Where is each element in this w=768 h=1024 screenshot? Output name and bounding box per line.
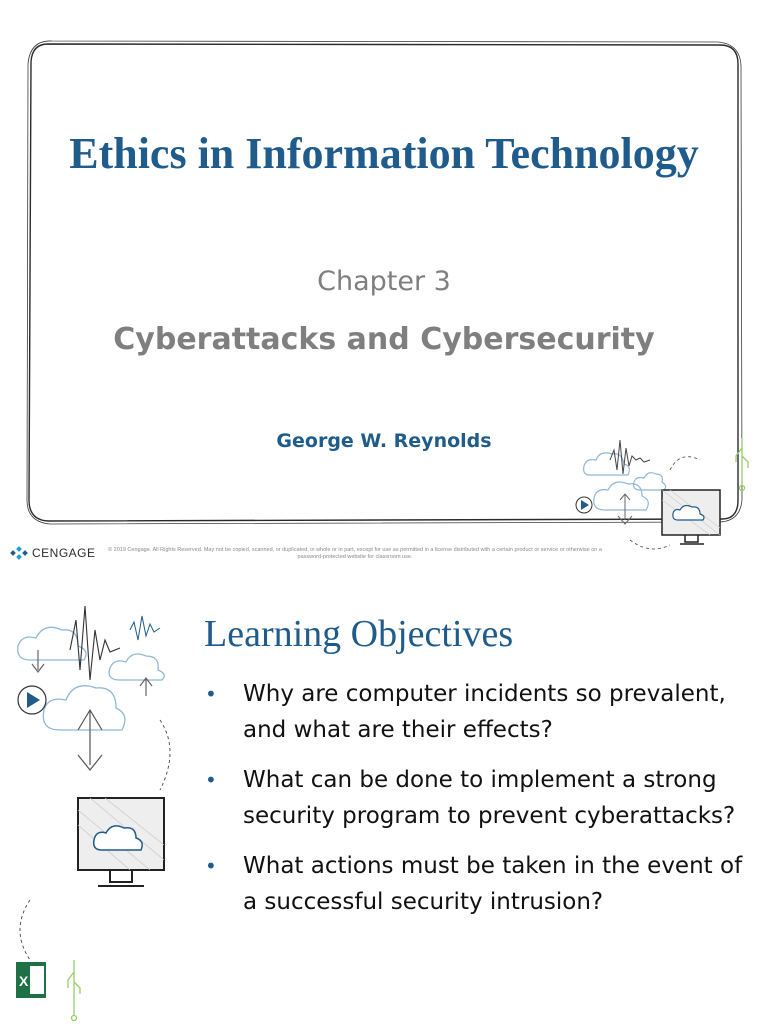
monitor-icon [78, 798, 164, 886]
cengage-brand [10, 546, 96, 560]
bullet-icon: • [205, 854, 217, 878]
copyright-notice: © 2019 Cengage. All Rights Reserved. May not be copied, scanned, or duplicated, in whole or in part, except for use as permitted in a license distributed with a certain product or service or otherwise on a password-protected website for classroom use. [108, 547, 602, 560]
play-icon [576, 497, 592, 513]
excel-icon [16, 962, 46, 998]
bullet-icon: • [205, 682, 217, 706]
cengage-logo-icon [10, 546, 28, 560]
learning-objectives-slide [0, 576, 768, 1024]
slide-subtitle: Cyberattacks and Cybersecurity [113, 322, 655, 357]
list-item [205, 762, 750, 834]
list-item [205, 848, 750, 920]
author-name: George W. Reynolds [276, 430, 492, 452]
objective-text: Why are computer incidents so prevalent, and what are their effects? [243, 681, 726, 743]
monitor-icon [662, 490, 720, 544]
list-item [205, 676, 750, 748]
slide-title: Ethics in Information Technology [69, 129, 699, 178]
sketch-illustration-left [10, 600, 190, 1024]
slide-footer [0, 540, 768, 570]
objective-text: What can be done to implement a strong security program to prevent cyberattacks? [243, 767, 736, 829]
brand-name: CENGAGE [32, 546, 96, 560]
usb-icon [68, 960, 80, 1021]
usb-icon [736, 438, 748, 491]
objective-text: What actions must be taken in the event of a successful security intrusion? [243, 853, 743, 915]
bullet-icon: • [205, 768, 217, 792]
svg-text:X: X [19, 973, 29, 989]
cloud-icon [18, 627, 165, 730]
slide-title: Learning Objectives [204, 613, 514, 655]
play-icon [18, 686, 46, 714]
chapter-label: Chapter 3 [317, 266, 451, 297]
objectives-list [205, 676, 750, 934]
